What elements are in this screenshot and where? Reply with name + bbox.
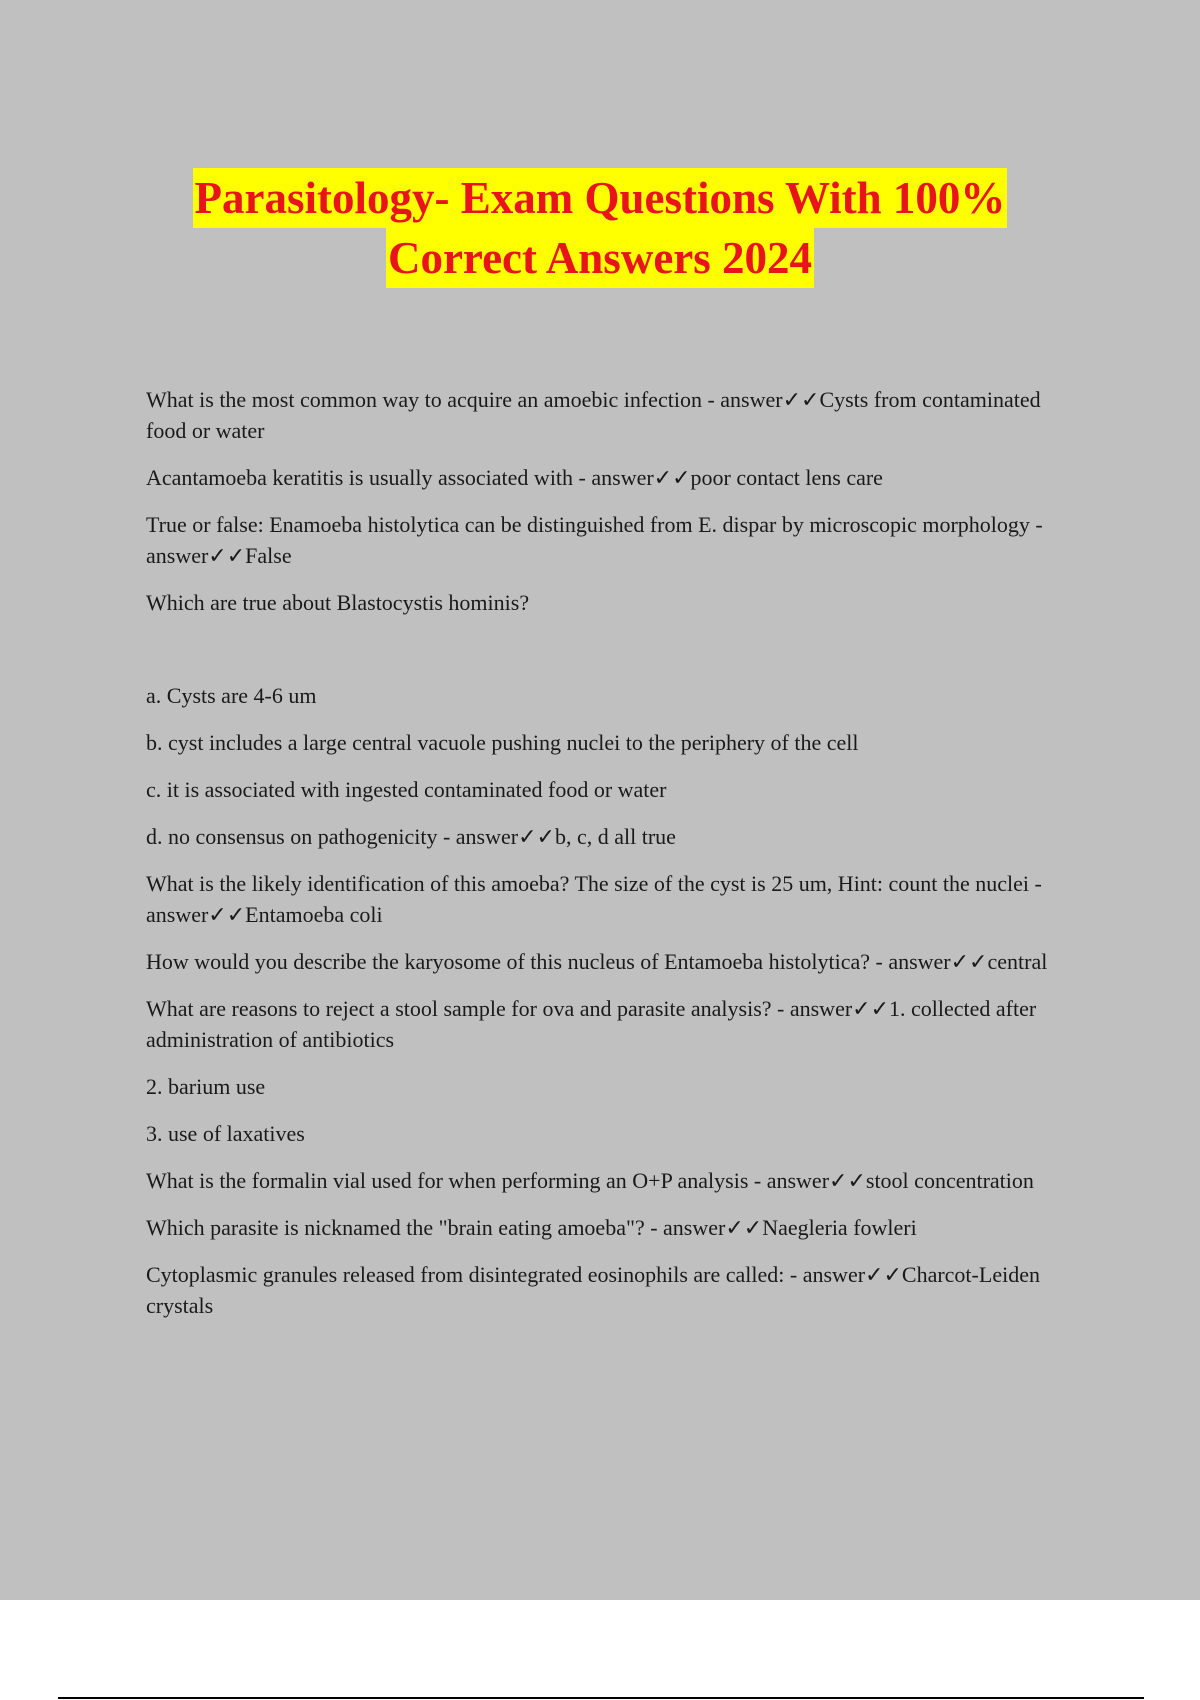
- title-line-1: Parasitology- Exam Questions With 100%: [193, 168, 1008, 228]
- answer-list-item: 2. barium use: [146, 1074, 266, 1099]
- answer-option: d. no consensus on pathogenicity - answer✓✓b, c, d all true: [146, 824, 676, 849]
- question-paragraph: Cytoplasmic granules released from disintegrated eosinophils are called: - answer✓✓Charcot-Leiden crystals: [146, 1262, 1040, 1318]
- question-paragraph: What are reasons to reject a stool sample for ova and parasite analysis? - answer✓✓1. collected after administration of antibiotics: [146, 996, 1037, 1052]
- document-title: [0, 168, 1200, 288]
- question-paragraph: What is the likely identification of this amoeba? The size of the cyst is 25 um, Hint: count the nuclei - answer✓✓Entamoeba coli: [146, 871, 1042, 927]
- answer-list-item: 3. use of laxatives: [146, 1121, 305, 1146]
- question-paragraph: True or false: Enamoeba histolytica can be distinguished from E. dispar by microscopic morphology - answer✓✓False: [146, 512, 1043, 568]
- question-paragraph: Which are true about Blastocystis hominis?: [146, 590, 530, 615]
- question-paragraph: Which parasite is nicknamed the "brain eating amoeba"? - answer✓✓Naegleria fowleri: [146, 1215, 917, 1240]
- question-paragraph: What is the most common way to acquire an amoebic infection - answer✓✓Cysts from contaminated food or water: [146, 387, 1041, 443]
- question-list: [146, 384, 1086, 1337]
- answer-option: a. Cysts are 4-6 um: [146, 683, 317, 708]
- question-paragraph: What is the formalin vial used for when performing an O+P analysis - answer✓✓stool concentration: [146, 1168, 1034, 1193]
- question-paragraph: Acantamoeba keratitis is usually associated with - answer✓✓poor contact lens care: [146, 465, 883, 490]
- answer-option: c. it is associated with ingested contaminated food or water: [146, 777, 667, 802]
- answer-option: b. cyst includes a large central vacuole pushing nuclei to the periphery of the cell: [146, 730, 859, 755]
- question-paragraph: How would you describe the karyosome of this nucleus of Entamoeba histolytica? - answer✓✓central: [146, 949, 1048, 974]
- footer-divider: [58, 1697, 1144, 1699]
- title-line-2: Correct Answers 2024: [386, 228, 814, 288]
